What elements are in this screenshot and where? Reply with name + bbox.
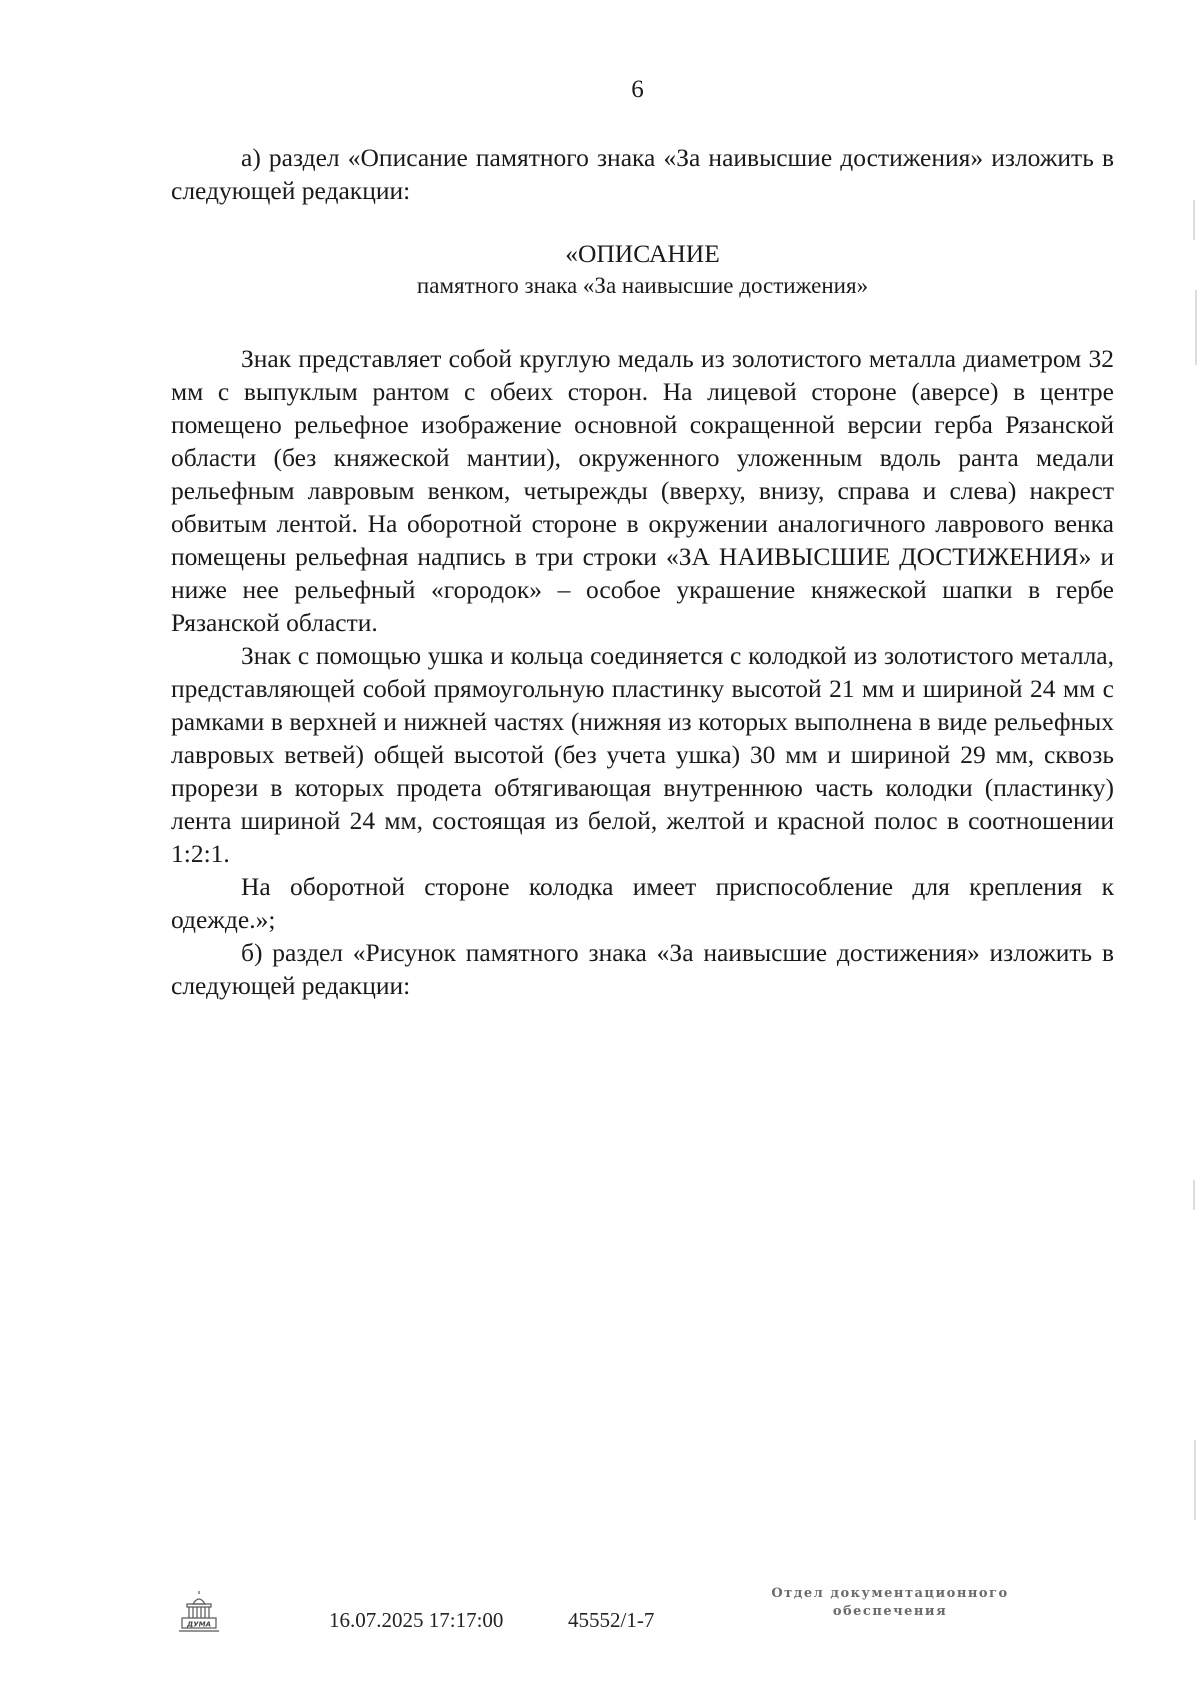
stamp-line-2: обеспечения <box>832 1604 948 1619</box>
scan-edge-marks <box>1190 0 1200 1698</box>
stamp-line-1: Отдел документационного <box>771 1586 1009 1601</box>
duma-building-icon <box>176 1590 222 1634</box>
department-stamp <box>740 1585 1040 1621</box>
paragraph-block: Знак с помощью ушка и кольца соединяется с колодкой из золотистого металла, представляющей собой прямоугольную пластинку высотой 21 мм и шириной 24 мм с рамками в верхней и нижней частях (нижняя из которых выполнена в виде рельефных лавровых ветвей) общей высотой (без учета ушка) 30 мм и шириной 29 мм, сквозь прорези в которых продета обтягивающая внутреннюю часть колодки (пластинку) лента шириной 24 мм, состоящая из белой, желтой и красной полос в соотношении 1:2:1. <box>171 641 1114 868</box>
paragraph-medal: Знак представляет собой круглую медаль из золотистого металла диаметром 32 мм с выпуклым рантом с обеих сторон. На лицевой стороне (аверсе) в центре помещено рельефное изображение основной сокращенной версии герба Рязанской области (без княжеской мантии), окруженного уложенным вдоль ранта медали рельефным лавровым венком, четырежды (вверху, внизу, справа и слева) накрест обвитым лентой. На оборотной стороне в окружении аналогичного лаврового венка помещены рельефная надпись в три строки «ЗА НАИВЫСШИЕ ДОСТИЖЕНИЯ» и ниже нее рельефный «городок» – особое украшение княжеской шапки в гербе Рязанской области. <box>171 344 1114 637</box>
heading-subtitle: памятного знака «За наивысшие достижения» <box>416 273 869 298</box>
footer-datetime: 16.07.2025 17:17:00 <box>329 1608 504 1632</box>
description-body <box>171 342 1114 1002</box>
duma-logo <box>176 1590 222 1634</box>
section-heading <box>171 238 1114 302</box>
intro-paragraph-a <box>171 141 1114 207</box>
intro-b-text: б) раздел «Рисунок памятного знака «За наивысшие достижения» изложить в следующей редакции: <box>171 938 1114 1000</box>
page-number: 6 <box>631 76 644 103</box>
logo-label: ДУМА <box>186 1620 212 1629</box>
heading-title: «ОПИСАНИЕ <box>565 239 720 268</box>
intro-a-text: а) раздел «Описание памятного знака «За наивысшие достижения» изложить в следующей редакции: <box>171 143 1114 205</box>
paragraph-fastening: На оборотной стороне колодка имеет приспособление для крепления к одежде.»; <box>171 872 1114 934</box>
footer-doc-number: 45552/1-7 <box>568 1608 655 1632</box>
